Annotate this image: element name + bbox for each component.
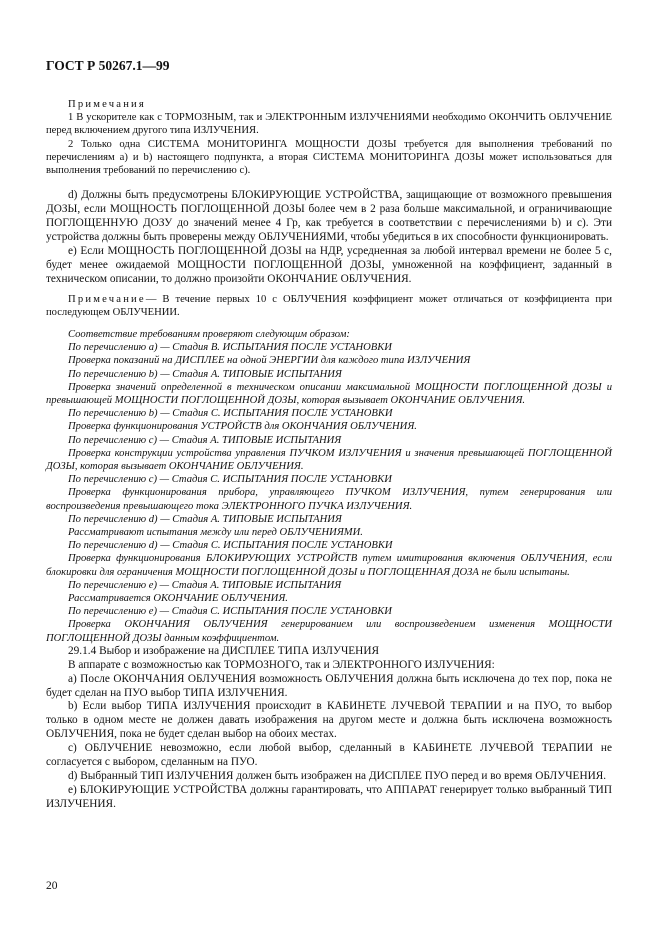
document-header: ГОСТ Р 50267.1—99 (46, 58, 170, 73)
notes-heading: Примечания (68, 99, 146, 110)
compliance-line: Проверка показаний на ДИСПЛЕЕ на одной ЭНЕРГИИ для каждого типа ИЗЛУЧЕНИЯ (68, 355, 471, 367)
compliance-line: Проверка функционирования прибора, управляющего ПУЧКОМ ИЗЛУЧЕНИЯ, путем генерирования или воспроизведения превышающего тока ЭЛЕКТРОННОГО ПУЧКА ИЗЛУЧЕНИЯ. (46, 487, 612, 512)
section-intro: В аппарате с возможностью как ТОРМОЗНОГО, так и ЭЛЕКТРОННОГО ИЗЛУЧЕНИЯ: (68, 658, 495, 671)
note-2: 2 Только одна СИСТЕМА МОНИТОРИНГА МОЩНОСТИ ДОЗЫ требуется для выполнения требований по перечислениям a) и b) настоящего подпункта, а вторая СИСТЕМА МОНИТОРИНГА ДОЗЫ может использоваться для выполнения требований по перечислению c). (46, 138, 612, 177)
paragraph-d: d) Должны быть предусмотрены БЛОКИРУЮЩИЕ УСТРОЙСТВА, защищающие от возможного превышения ДОЗЫ, если МОЩНОСТЬ ПОГЛОЩЕННОЙ ДОЗЫ более чем в 2 раза больше максимальной, и ограничивающие ПОГЛОЩЕННУЮ ДОЗУ до значений менее 4 Гр, как требуется в соответствии с перечислениями b) и c). Эти устройства должны быть проверены между ОБЛУЧЕНИЯМИ, чтобы убедиться в их способности функционировать. (46, 189, 612, 243)
compliance-line: Проверка функционирования БЛОКИРУЮЩИХ УСТРОЙСТВ путем имитирования включения ОБЛУЧЕНИЯ, если блокировки для ограничения МОЩНОСТИ ПОГЛОЩЕННОЙ ДОЗЫ и ПОГЛОЩЕННАЯ ДОЗА не были испытаны. (46, 553, 612, 578)
compliance-line: По перечислению a) — Стадия В. ИСПЫТАНИЯ ПОСЛЕ УСТАНОВКИ (68, 342, 392, 354)
compliance-line: По перечислению c) — Стадия А. ТИПОВЫЕ ИСПЫТАНИЯ (68, 434, 342, 446)
compliance-line: Проверка ОКОНЧАНИЯ ОБЛУЧЕНИЯ генерированием или воспроизведением изменения МОЩНОСТИ ПОГЛОЩЕННОЙ ДОЗЫ данным коэффициентом. (46, 619, 612, 644)
compliance-line: По перечислению d) — Стадия А. ТИПОВЫЕ ИСПЫТАНИЯ (68, 513, 342, 525)
section-heading: 29.1.4 Выбор и изображение на ДИСПЛЕЕ ТИПА ИЗЛУЧЕНИЯ (68, 644, 380, 657)
compliance-line: По перечислению c) — Стадия С. ИСПЫТАНИЯ ПОСЛЕ УСТАНОВКИ (68, 474, 392, 486)
compliance-line: По перечислению b) — Стадия С. ИСПЫТАНИЯ ПОСЛЕ УСТАНОВКИ (68, 408, 393, 420)
compliance-line: Проверка значений определенной в техническом описании максимальной МОЩНОСТИ ПОГЛОЩЕННОЙ ДОЗЫ и превышающей МОЩНОСТИ ПОГЛОЩЕННОЙ ДОЗЫ, которая вызывает ОКОНЧАНИЕ ОБЛУЧЕНИЯ. (46, 381, 612, 406)
compliance-block (46, 328, 612, 645)
paragraph-e: e) Если МОЩНОСТЬ ПОГЛОЩЕННОЙ ДОЗЫ на НДР, усредненная за любой интервал времени не более 5 с, будет менее ожидаемой МОЩНОСТИ ПОГЛОЩЕННОЙ ДОЗЫ, умноженной на коэффициент, заданный в техническом описании, то должно произойти ОКОНЧАНИЕ ОБЛУЧЕНИЯ. (46, 244, 612, 285)
section-item-d: d) Выбранный ТИП ИЗЛУЧЕНИЯ должен быть изображен на ДИСПЛЕЕ ПУО перед и во время ОБЛУЧЕНИЯ. (68, 770, 607, 782)
compliance-line: Рассматривается ОКОНЧАНИЕ ОБЛУЧЕНИЯ. (68, 593, 288, 605)
note-text: — В течение первых 10 с ОБЛУЧЕНИЯ коэффициент может отличаться от коэффициента при последующем ОБЛУЧЕНИИ. (46, 293, 612, 318)
compliance-line: Соответствие требованиям проверяют следующим образом: (68, 328, 350, 340)
compliance-line: По перечислению e) — Стадия А. ТИПОВЫЕ ИСПЫТАНИЯ (68, 579, 342, 591)
compliance-line: По перечислению b) — Стадия А. ТИПОВЫЕ ИСПЫТАНИЯ (68, 368, 342, 380)
document-body (46, 98, 612, 812)
compliance-line: Проверка конструкции устройства управления ПУЧКОМ ИЗЛУЧЕНИЯ и значения превышающей ПОГЛОЩЕННОЙ ДОЗЫ, которая вызывает ОКОНЧАНИЕ ОБЛУЧЕНИЯ. (46, 447, 612, 472)
compliance-line: По перечислению d) — Стадия С. ИСПЫТАНИЯ ПОСЛЕ УСТАНОВКИ (68, 540, 393, 552)
note-single (46, 293, 612, 319)
section-item-b: b) Если выбор ТИПА ИЗЛУЧЕНИЯ происходит в КАБИНЕТЕ ЛУЧЕВОЙ ТЕРАПИИ и на ПУО, то выбор только в одном месте не должен давать изображения на другом месте и должна быть исключена возможность ОБЛУЧЕНИЯ, пока не будет сделан выбор на обоих местах. (46, 700, 612, 741)
note-label: Примечание (68, 293, 146, 305)
compliance-line: Проверка функционирования УСТРОЙСТВ для ОКОНЧАНИЯ ОБЛУЧЕНИЯ. (68, 421, 417, 433)
compliance-line: Рассматривают испытания между или перед ОБЛУЧЕНИЯМИ. (68, 527, 363, 539)
note-1: 1 В ускорителе как с ТОРМОЗНЫМ, так и ЭЛЕКТРОННЫМ ИЗЛУЧЕНИЯМИ необходимо ОКОНЧИТЬ ОБЛУЧЕНИЕ перед включением другого типа ИЗЛУЧЕНИЯ. (46, 112, 612, 137)
page-number: 20 (46, 880, 58, 892)
section-item-a: a) После ОКОНЧАНИЯ ОБЛУЧЕНИЯ возможность ОБЛУЧЕНИЯ должна быть исключена до тех пор, пока не будет сделан на ПУО выбор ТИПА ИЗЛУЧЕНИЯ. (46, 672, 612, 699)
section-item-c: c) ОБЛУЧЕНИЕ невозможно, если любой выбор, сделанный в КАБИНЕТЕ ЛУЧЕВОЙ ТЕРАПИИ не согласуется с выбором, сделанным на ПУО. (46, 742, 612, 769)
section-item-e: e) БЛОКИРУЮЩИЕ УСТРОЙСТВА должны гарантировать, что АППАРАТ генерирует только выбранный ТИП ИЗЛУЧЕНИЯ. (46, 783, 612, 810)
compliance-line: По перечислению e) — Стадия С. ИСПЫТАНИЯ ПОСЛЕ УСТАНОВКИ (68, 606, 392, 618)
